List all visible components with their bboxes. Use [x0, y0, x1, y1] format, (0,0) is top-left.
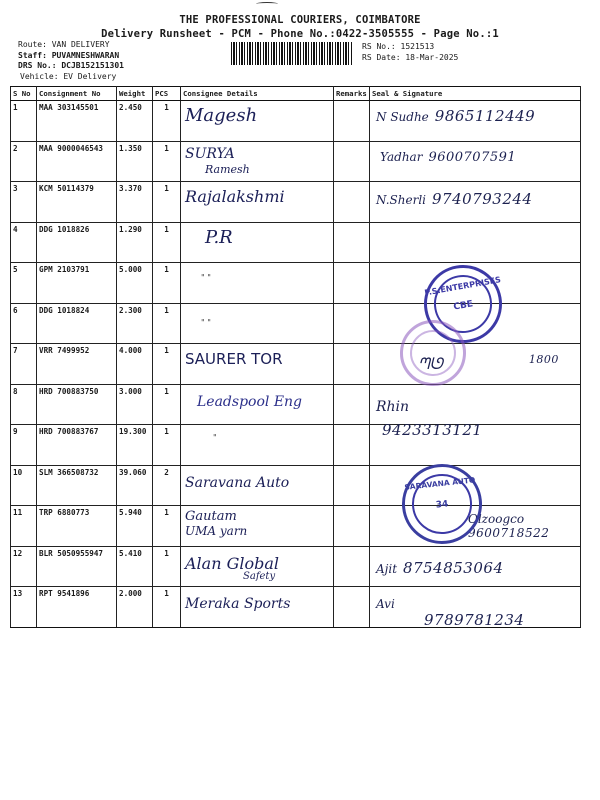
signature: N.Sherli 9740793244	[376, 190, 533, 208]
table-row	[11, 425, 581, 466]
consignee-cell	[181, 506, 334, 547]
signature: N Sudhe 9865112449	[376, 107, 536, 125]
pcs-cell: 1	[153, 263, 181, 304]
signature: Rhin	[376, 398, 410, 415]
sno-cell: 6	[11, 303, 37, 344]
pcs-cell: 1	[153, 222, 181, 263]
runsheet-table	[10, 86, 581, 628]
consignment-cell: DDG 1018824	[37, 303, 117, 344]
route-label: Route: VAN DELIVERY	[18, 40, 110, 49]
signature: ᘉᘎ 1800	[418, 353, 559, 373]
pcs-cell: 1	[153, 182, 181, 223]
weight-cell: 3.000	[117, 384, 153, 425]
pcs-cell: 2	[153, 465, 181, 506]
pcs-cell: 1	[153, 344, 181, 385]
pcs-cell: 1	[153, 425, 181, 466]
stamp-number: 34	[435, 499, 449, 511]
consignee-cell	[181, 263, 334, 304]
consignment-cell: HRD 700883750	[37, 384, 117, 425]
signature-cell	[370, 384, 581, 425]
consignment-cell: GPM 2103791	[37, 263, 117, 304]
table-row	[11, 344, 581, 385]
consignment-cell: MAA 303145501	[37, 101, 117, 142]
table-header-row	[11, 87, 581, 101]
remarks-cell	[334, 425, 370, 466]
remarks-cell	[334, 263, 370, 304]
pcs-cell: 1	[153, 101, 181, 142]
barcode	[231, 42, 353, 65]
consignee-cell	[181, 222, 334, 263]
signature-cell	[370, 421, 581, 466]
ditto-mark: " "	[201, 317, 211, 327]
meta-right	[362, 42, 458, 63]
consignment-cell: BLR 5050955947	[37, 546, 117, 587]
weight-cell: 5.410	[117, 546, 153, 587]
table-row	[11, 222, 581, 263]
company-title: THE PROFESSIONAL COURIERS, COIMBATORE	[179, 14, 421, 26]
sno-cell: 13	[11, 587, 37, 628]
consignment-cell: RPT 9541896	[37, 587, 117, 628]
weight-cell: 19.300	[117, 425, 153, 466]
weight-cell: 4.000	[117, 344, 153, 385]
consignee-handwriting: Leadspool Eng	[197, 393, 303, 410]
col-remarks: Remarks	[334, 87, 370, 101]
consignee-cell	[181, 425, 334, 466]
rs-no-label: RS No.: 1521513	[362, 42, 435, 51]
signature-cell	[370, 182, 581, 223]
consignee-cell	[181, 182, 334, 223]
pcs-cell: 1	[153, 141, 181, 182]
consignee-handwriting: Rajalakshmi	[185, 187, 285, 206]
consignee-cell	[181, 344, 334, 385]
consignee-cell	[181, 303, 334, 344]
consignment-cell: VRR 7499952	[37, 344, 117, 385]
sno-cell: 3	[11, 182, 37, 223]
consignee-handwriting: P.R	[205, 226, 233, 248]
sno-cell: 11	[11, 506, 37, 547]
pcs-cell: 1	[153, 384, 181, 425]
pcs-cell: 1	[153, 587, 181, 628]
stamp-text: SARAVANA AUTO	[403, 475, 476, 492]
sno-cell: 12	[11, 546, 37, 587]
consignee-cell	[181, 546, 334, 587]
table-row	[11, 182, 581, 223]
signature: Yadhar 9600707591	[380, 149, 517, 165]
consignment-cell: TRP 6880773	[37, 506, 117, 547]
consignment-cell: MAA 9000046543	[37, 141, 117, 182]
sno-cell: 7	[11, 344, 37, 385]
consignment-cell: HRD 700883767	[37, 425, 117, 466]
remarks-cell	[334, 182, 370, 223]
consignee-cell	[181, 465, 334, 506]
table-row	[11, 101, 581, 142]
pen-mark	[256, 2, 278, 6]
remarks-cell	[334, 101, 370, 142]
sno-cell: 8	[11, 384, 37, 425]
col-consignment: Consignment No	[37, 87, 117, 101]
vehicle-label: Vehicle: EV Delivery	[20, 71, 117, 81]
signature: Ajit 8754853064	[376, 558, 504, 577]
weight-cell: 2.000	[117, 587, 153, 628]
consignee-handwriting: Gautam	[185, 509, 237, 524]
consignment-cell: KCM 50114379	[37, 182, 117, 223]
consignee-handwriting: Alan Global	[185, 553, 280, 573]
weight-cell: 2.300	[117, 303, 153, 344]
ditto-mark: "	[213, 433, 217, 442]
consignee-handwriting: SURYA	[185, 145, 235, 162]
pcs-cell: 1	[153, 546, 181, 587]
stamp-text: P.S.ENTERPRISES	[423, 275, 502, 298]
signature-cell	[370, 101, 581, 142]
signature-cell	[370, 222, 581, 263]
sno-cell: 4	[11, 222, 37, 263]
col-seal-signature: Seal & Signature	[370, 87, 581, 101]
col-sno: S No	[11, 87, 37, 101]
signature: Avi 9789781234	[376, 597, 525, 629]
signature: 9423313121	[382, 421, 483, 439]
sno-cell: 2	[11, 141, 37, 182]
table-row	[11, 384, 581, 425]
weight-cell: 2.450	[117, 101, 153, 142]
meta-left	[18, 40, 124, 82]
consignee-cell	[181, 141, 334, 182]
weight-cell: 5.000	[117, 263, 153, 304]
col-weight: Weight	[117, 87, 153, 101]
table-row	[11, 465, 581, 506]
pcs-cell: 1	[153, 303, 181, 344]
stamp-city: CBE	[452, 299, 474, 313]
weight-cell: 1.290	[117, 222, 153, 263]
col-consignee: Consignee Details	[181, 87, 334, 101]
consignee-handwriting: Meraka Sports	[185, 596, 291, 612]
sno-cell: 10	[11, 465, 37, 506]
consignee-cell	[181, 384, 334, 425]
remarks-cell	[334, 587, 370, 628]
table-row	[11, 587, 581, 628]
remarks-cell	[334, 465, 370, 506]
remarks-cell	[334, 344, 370, 385]
weight-cell: 1.350	[117, 141, 153, 182]
consignee-handwriting-line2: UMA yarn	[185, 524, 248, 538]
signature: Olzoogco 9600718522	[468, 512, 550, 540]
consignee-handwriting: Magesh	[185, 105, 258, 126]
consignee-cell	[181, 101, 334, 142]
ditto-mark: " "	[201, 273, 211, 282]
weight-cell: 3.370	[117, 182, 153, 223]
runsheet-subtitle: Delivery Runsheet - PCM - Phone No.:0422-3505555 - Page No.:1	[101, 28, 499, 40]
consignee-cell	[181, 587, 334, 628]
consignment-cell: DDG 1018826	[37, 222, 117, 263]
sno-cell: 1	[11, 101, 37, 142]
rs-date-label: RS Date: 18-Mar-2025	[362, 52, 459, 62]
drs-label: DRS No.: DCJB152151301	[18, 61, 124, 70]
consignee-handwriting-line2: Ramesh	[205, 162, 250, 176]
table-row	[11, 141, 581, 182]
sno-cell: 5	[11, 263, 37, 304]
pcs-cell: 1	[153, 506, 181, 547]
consignee-handwriting: Saravana Auto	[185, 474, 290, 491]
weight-cell: 39.060	[117, 465, 153, 506]
consignee-handwriting-line2: Safety	[243, 570, 276, 582]
sno-cell: 9	[11, 425, 37, 466]
consignee-handwriting: SAURER TOR	[185, 350, 283, 368]
signature-cell	[370, 546, 581, 587]
weight-cell: 5.940	[117, 506, 153, 547]
signature-cell	[370, 141, 581, 182]
table-row	[11, 506, 581, 547]
col-pcs: PCS	[153, 87, 181, 101]
staff-label: Staff: PUVAMNESHWARAN	[18, 50, 120, 60]
remarks-cell	[334, 506, 370, 547]
consignment-cell: SLM 366508732	[37, 465, 117, 506]
table-row	[11, 546, 581, 587]
signature-cell	[370, 587, 581, 628]
